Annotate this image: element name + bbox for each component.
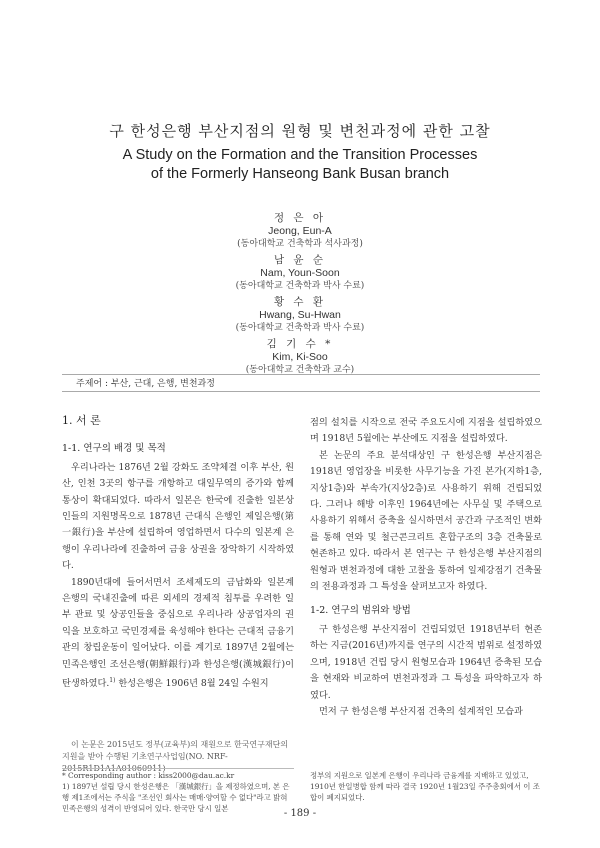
author-name-korean: 정 은 아 — [273, 212, 327, 224]
body-paragraph: 구 한성은행 부산지점이 건립되었던 1918년부터 현존하는 지금(2016년)까지를 연구의 시간적 범위로 설정하였으며, 1918년 건립 당시 원형모습과 1964년 증축된 모습을 현재와 비교하여 변천과정과 그 특성을 파악하고자 하였다. — [310, 623, 542, 701]
body-paragraph: 먼저 구 한성은행 부산지점 건축의 설계적인 모습과 — [319, 705, 523, 717]
author-entry — [0, 212, 600, 250]
footnote-divider — [62, 768, 294, 769]
left-column — [62, 410, 294, 693]
subsection-heading: 1-2. 연구의 범위와 방법 — [310, 605, 411, 617]
body-text: 한성은행은 1906년 8월 24일 수원지 — [115, 678, 269, 690]
corresponding-author: * Corresponding author : kiss2000@dau.ac.kr — [62, 771, 235, 780]
body-paragraph — [62, 575, 294, 693]
body-paragraph: 우리나라는 1876년 2월 강화도 조약체결 이후 부산, 원산, 인천 3곳의 항구를 개항하고 대일무역의 증가와 함께 통상이 확대되었다. 따라서 일본은 한국에 진출한 일본상인들의 지원명목으로 1878년 근대식 은행인 제일은행(第一銀行)을 부산에 설립하여 영업하면서 다수의 일본계 은행이 우리나라에 진출하여 금융 상권을 장악하기 시작하였다. — [62, 461, 294, 572]
body-text: 1890년대에 들어서면서 조세제도의 금납화와 일본계 은행의 국내진출에 따른 외세의 경제적 침투를 우려한 일부 관료 및 상공인들을 중심으로 우리나라 상공업자의 권익을 보호하고 국민경제를 육성해야 한다는 근대적 금융기관의 창립운동이 일어났다. 이를 계기로 1897년 2월에는 민족은행인 조선은행(朝鮮銀行)과 한성은행(漢城銀行)이 탄생하였다. — [62, 576, 294, 690]
section-heading: 1. 서 론 — [62, 414, 101, 427]
author-name-english: Hwang, Su-Hwan — [259, 309, 341, 321]
author-affiliation: (동아대학교 건축학과 교수) — [245, 365, 355, 375]
right-column — [310, 415, 542, 720]
footnote: 1) 1897년 설립 당시 한성은행은 「漢城銀行」을 제정하였으며, 본 은행 제1조에서는 주식을 "조선인 회사는 매매·양여할 수 없다"라고 밝혀 민족은행의 성격이 반영되어 있다. 한국만 당시 일본 — [62, 782, 290, 813]
author-entry — [0, 296, 600, 334]
paper-title-english-line1: A Study on the Formation and the Transition Processes — [122, 147, 478, 163]
author-name-korean: 김 기 수 * — [266, 338, 334, 350]
author-entry — [0, 254, 600, 292]
author-affiliation: (동아대학교 건축학과 박사 수료) — [235, 281, 365, 291]
author-affiliation: (동아대학교 건축학과 박사 수료) — [235, 323, 365, 333]
author-name-korean: 남 윤 순 — [273, 254, 327, 266]
keywords-box: 주제어 : 부산, 근대, 은행, 변천과정 — [62, 374, 540, 392]
subsection-heading: 1-1. 연구의 배경 및 목적 — [62, 443, 166, 455]
funding-note: 이 논문은 2015년도 정부(교육부)의 재원으로 한국연구재단의 지원을 받아 수행된 기초연구사업임(NO. NRF-2015R1D1A1A01060911) — [62, 740, 289, 773]
author-block — [0, 212, 600, 380]
body-paragraph: 점의 설치를 시작으로 전국 주요도시에 지점을 설립하였으며 1918년 5월에는 부산에도 지점을 설립하였다. — [310, 417, 542, 445]
footnote-continuation: 정부의 지원으로 일본계 은행이 우리나라 금융계를 지배하고 있었고, 1910년 한일병합 함께 따라 결국 1920년 1월23일 주주총회에서 이 조합이 폐지되었다. — [310, 771, 540, 802]
author-name-english: Jeong, Eun-A — [268, 225, 332, 237]
paper-title-english-line2: of the Formerly Hanseong Bank Busan branch — [150, 166, 450, 182]
paper-title-korean: 구 한성은행 부산지점의 원형 및 변천과정에 관한 고찰 — [109, 122, 491, 140]
author-name-english: Nam, Youn-Soon — [260, 267, 340, 279]
author-affiliation: (동아대학교 건축학과 석사과정) — [237, 239, 363, 249]
page-number: - 189 - — [283, 808, 317, 819]
body-paragraph: 본 논문의 주요 분석대상인 구 한성은행 부산지점은 1918년 영업장을 비롯한 사무기능을 가진 본가(지하1층, 지상1층)와 부속가(지상2층)로 사용하기 위해 건립되었다. 그러나 해방 이후인 1964년에는 사무실 및 주택으로 사용하기 위해서 증축을 실시하면서 공간과 구조적인 변화를 통해 연와 및 철근콘크리트 혼합구조의 3층 건축물로 현존하고 있다. 따라서 본 연구는 구 한성은행 부산지점의 원형과 변천과정에 대한 고찰을 통하여 일제강점기 건축물의 전용과정과 그 특성을 살펴보고자 하였다. — [310, 449, 542, 593]
author-name-korean: 황 수 환 — [273, 296, 327, 308]
author-entry — [0, 338, 600, 376]
footnote-ref: 1) — [109, 677, 116, 685]
author-name-english: Kim, Ki-Soo — [272, 351, 328, 363]
